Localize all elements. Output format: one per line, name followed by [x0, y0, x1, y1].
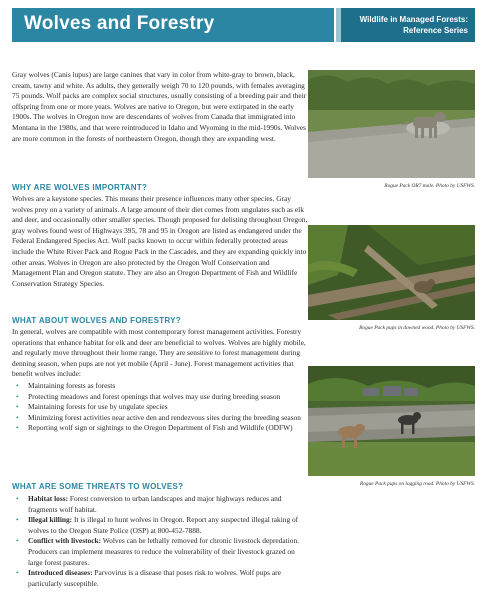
list-item: • Maintaining forests for use by ungulate species — [12, 402, 309, 413]
section-threats — [12, 493, 309, 589]
series-label-line1: Wildlife in Managed Forests: — [359, 15, 468, 24]
list-item — [12, 494, 309, 515]
threat-term: Introduced diseases: — [28, 568, 93, 578]
list-item — [12, 568, 309, 589]
threat-term: Illegal killing: — [28, 515, 73, 525]
series-label — [341, 8, 475, 42]
list-item: • Maintaining forests as forests — [12, 381, 309, 392]
list-item: • Reporting wolf sign or sightings to the Oregon Department of Fish and Wildlife (ODFW) — [12, 423, 309, 434]
page-title: Wolves and Forestry — [24, 13, 215, 34]
forestry-bullet-list — [12, 381, 309, 434]
intro-paragraph: Gray wolves (Canis lupus) are large canines that vary in color from white-gray to brown, black, cream, tawny and white. As adults, they generally weigh 70 to 120 pounds, with females averaging 75 pounds. Wolf packs are complex social structures, usually consisting of a breeding pair and their offspring from one or more years. Wolves are native to Oregon, but were extirpated in the early 1900s. The wolves in Oregon now are descendants of wolves from Canada that immigrated into Montana in the 1980s, and that were reintroduced in Idaho and Wyoming in the mid-1990s. Wolves are more common in the forests of northeastern Oregon, though they are expanding west. — [12, 70, 307, 143]
list-item — [12, 536, 309, 568]
list-item: • Minimizing forest activities near active den and rendezvous sites during the breeding season — [12, 413, 309, 424]
photo-caption-1: Rogue Pack OR7 male. Photo by USFWS. — [384, 183, 475, 189]
title-bar — [12, 8, 334, 42]
threat-term: Habitat loss: — [28, 494, 69, 503]
photo-caption-2: Rogue Pack pups in downed wood. Photo by USFWS. — [359, 325, 475, 331]
photo-wolf-on-road — [308, 70, 475, 178]
section-heading-important: WHY ARE WOLVES IMPORTANT? — [12, 183, 148, 192]
section-text-forestry: In general, wolves are compatible with most contemporary forest management activities. Forestry operations that enhance habitat for elk and deer are beneficial to wolves. Wolves are highly mobile, and regularly move throughout their home range. They are sensitive to forest management during denning season, when pups are not yet mobile (April - June). Forest management activities that benefit wolves include: — [12, 327, 306, 379]
series-label-line2: Reference Series — [403, 26, 468, 35]
photo-pups-downed-wood — [308, 225, 475, 320]
page-header — [0, 0, 487, 48]
section-forestry — [12, 327, 309, 434]
threat-text: Forest conversion to urban landscapes and major highways reduces and fragments wolf habitat. — [28, 494, 282, 514]
photo-caption-3: Rogue Pack pups on logging road. Photo by USFWS. — [359, 481, 475, 487]
threats-list — [12, 494, 309, 589]
section-heading-threats: WHAT ARE SOME THREATS TO WOLVES? — [12, 482, 184, 491]
list-item: • Protecting meadows and forest openings that wolves may use during breeding season — [12, 392, 309, 403]
threat-text: Parvovirus is a disease that poses risk to wolves. Wolf pups are particularly susceptible. — [28, 568, 281, 588]
threat-text: Wolves can be lethally removed for chronic livestock depredation. Producers can implement measures to reduce the vulnerability of their livestock grazed on large forest pastures. — [28, 536, 300, 567]
section-heading-forestry: WHAT ABOUT WOLVES AND FORESTRY? — [12, 316, 181, 325]
threat-text: It is illegal to hunt wolves in Oregon. Report any suspected illegal taking of wolves to the Oregon State Police (OSP) at 800-452-7888. — [28, 515, 299, 535]
list-item — [12, 515, 309, 536]
photo-pups-logging-road — [308, 366, 475, 476]
threat-term: Conflict with livestock: — [28, 536, 102, 546]
section-text-important: Wolves are a keystone species. This means their presence influences many other species. Gray wolves prey on a variety of animals. A large amount of their diet comes from ungulates such as elk and deer, and occasionally other smaller species. Though proposed for delisting throughout Oregon, gray wolves found west of Highways 395, 78 and 95 in Oregon are listed as endangered under the Federal Endangered Species Act. Wolf packs known to occur within federally protected areas include the White River Pack and Rogue Pack in the Cascades, and they are expanding quickly into other areas. Wolves in Oregon are also protected by the Oregon Wolf Conservation and Management Plan and Oregon statute. They are also an Oregon Department of Fish and Wildlife Conservation Strategy Species. — [12, 194, 308, 288]
